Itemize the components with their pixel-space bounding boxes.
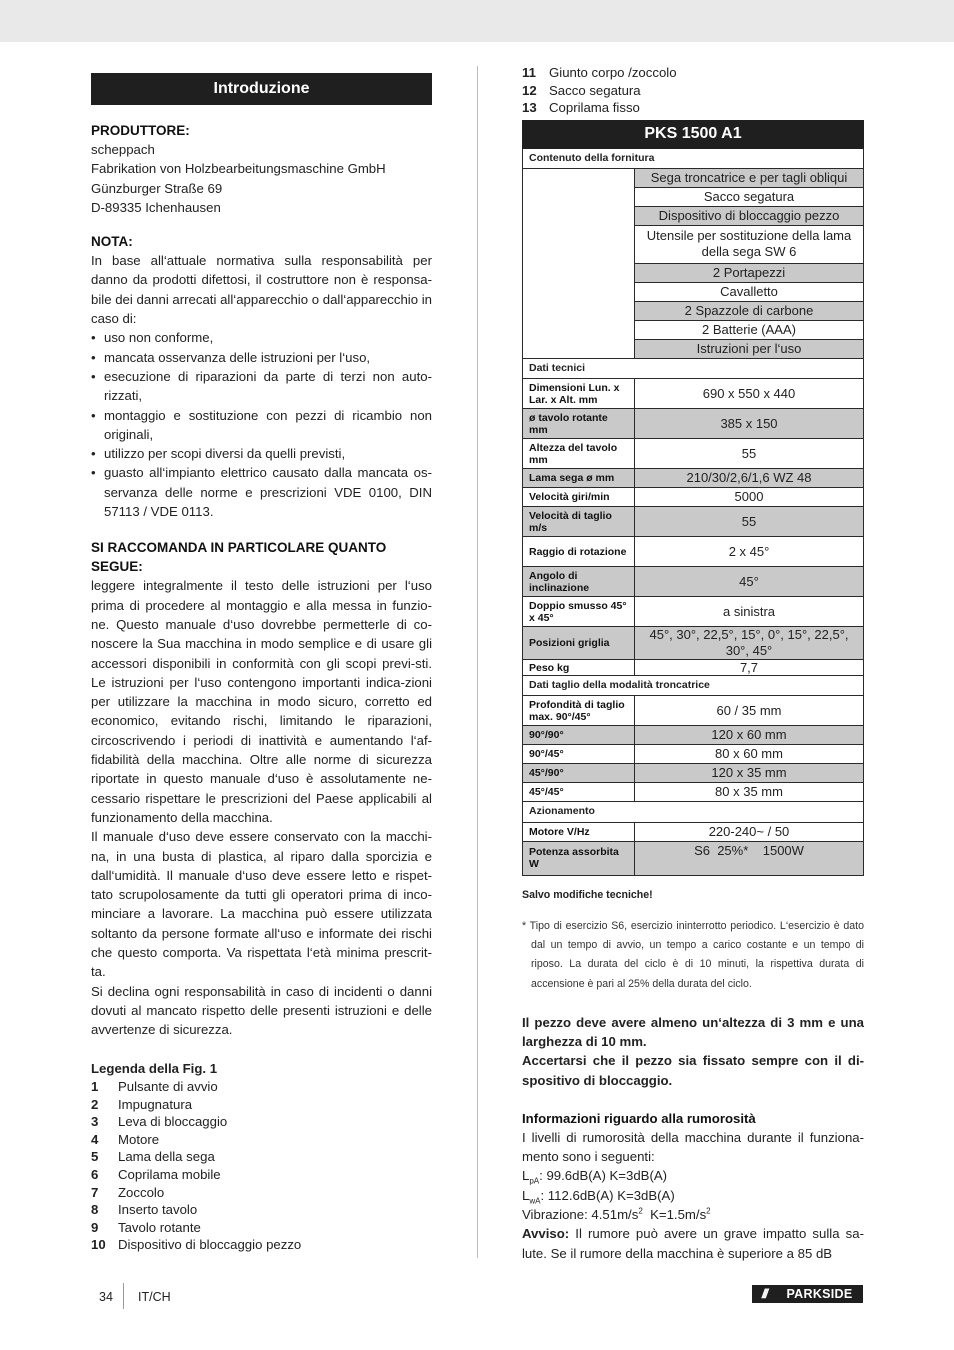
producer-line: D-89335 Ichenhausen [91, 199, 221, 215]
noise-heading: Informazioni riguardo alla rumorosità [522, 1110, 756, 1126]
spec-label: 45°/90° [523, 764, 635, 783]
noise-warning: Avviso: Il rumore può avere un grave impatto sulla sa-lute. Se il rumore della macchina è superiore a 85 dB [522, 1226, 864, 1261]
spec-value: 80 x 35 mm [635, 783, 864, 802]
recommend-paragraph-2: Il manuale d‘uso deve essere conservato con la macchi-na, in una busta di plastica, al riparo dalla sporcizia e dall‘umidità. Il manuale d‘uso deve essere letto e rispet-tato scrupolosamente da tutti gli operatori prima di inco-minciare a lavorare. La macchina può essere utilizzata soltanto da persone formate all‘uso e informate dei rischi che questo comporta. Va rispettata l‘età minima prescrit-ta. [91, 829, 432, 980]
spec-label: Velocità di taglio m/s [523, 507, 635, 537]
producer-line: Fabrikation von Holzbearbeitungsmaschine GmbH [91, 161, 386, 177]
list-item: • utilizzo per scopi diversi da quelli previsti, [91, 444, 432, 463]
spec-value: 120 x 60 mm [635, 726, 864, 745]
left-column [91, 73, 432, 1254]
spec-value: 60 / 35 mm [635, 696, 864, 726]
subject-to-change: Salvo modifiche tecniche! [522, 888, 653, 901]
spec-label: Raggio di rotazione [523, 537, 635, 567]
spec-label: Peso kg [523, 660, 635, 676]
contents-item: Istruzioni per l‘uso [635, 339, 864, 358]
parkside-logo [752, 1285, 863, 1303]
spec-label: 90°/45° [523, 745, 635, 764]
logo-brand: PARKSIDE [786, 1287, 853, 1301]
producer-line: Günzburger Straße 69 [91, 180, 223, 196]
list-item: • montaggio e sostituzione con pezzi di ricambio non originali, [91, 406, 432, 445]
legend-item: 5 Lama della sega [91, 1149, 215, 1165]
note-text: In base all‘attuale normativa sulla responsabilità per danno da prodotti difettosi, il costruttore non è responsa-bile dei danni arrecati all‘apparecchio o dall‘apparecchio in caso di: [91, 253, 432, 327]
legend-item: 7 Zoccolo [91, 1184, 165, 1200]
recommend-paragraph-3: Si declina ogni responsabilità in caso di incidenti o danni dovuti al mancato rispetto delle presenti istruzioni e delle avvertenze di sicurezza. [91, 983, 432, 1038]
workpiece-note-2: Accertarsi che il pezzo sia fissato sempre con il di-spositivo di bloccaggio. [522, 1053, 864, 1088]
spec-value: 2 x 45° [635, 537, 864, 567]
logo-slashes: /// [761, 1287, 767, 1301]
drive-heading: Azionamento [523, 802, 864, 822]
right-column [522, 64, 864, 1263]
legend-item: 2 Impugnatura [91, 1096, 193, 1112]
legend-item: 11 Giunto corpo /zoccolo [522, 65, 677, 80]
spec-value: 55 [635, 439, 864, 469]
spec-label: ø tavolo rotante mm [523, 409, 635, 439]
footnote: * Tipo di esercizio S6, esercizio ininterrotto periodico. L‘esercizio è dato dal un tempo di avvio, un tempo a carico costante e un tempo di riposo. La durata del ciclo è di 10 minuti, la rispettiva durata di accensione è pari al 25% della durata del ciclo. [522, 919, 864, 990]
legend-list-continued [522, 64, 864, 117]
producer-heading: PRODUTTORE: [91, 123, 190, 138]
spec-label: Doppio smusso 45° x 45° [523, 597, 635, 627]
contents-blank-cell [523, 168, 635, 358]
list-item: • uso non conforme, [91, 328, 432, 347]
contents-item: Cavalletto [635, 282, 864, 301]
contents-item: Sacco segatura [635, 187, 864, 206]
spec-value: 45°, 30°, 22,5°, 15°, 0°, 15°, 22,5°, 30°, 45° [635, 627, 864, 660]
page-number: 34 [99, 1290, 113, 1304]
legend-item: 8 Inserto tavolo [91, 1202, 198, 1218]
noise-lpa: $L_{pA}$: 99.6dB(A) K=3dB(A) [522, 1168, 668, 1187]
legend-item: 1 Pulsante di avvio [91, 1079, 218, 1095]
spec-table-title: PKS 1500 A1 [523, 120, 864, 148]
top-gray-bar [0, 0, 954, 42]
list-item: • guasto all‘impianto elettrico causato dalla mancata os-servanza delle norme e prescrizioni VDE 0100, DIN 57113 / VDE 0113. [91, 463, 432, 521]
language-code: IT/CH [138, 1290, 171, 1304]
spec-value: 210/30/2,6/1,6 WZ 48 [635, 469, 864, 488]
legend-item: 3 Leva di bloccaggio [91, 1114, 228, 1130]
spec-table [522, 120, 864, 876]
producer-line: scheppach [91, 142, 155, 157]
vibration-value: Vibrazione: $4.51m/s^2$ $K=1.5m/s^2$ [522, 1206, 711, 1223]
spec-label: Velocità giri/min [523, 488, 635, 507]
spec-label: 90°/90° [523, 726, 635, 745]
section-title: Introduzione [91, 73, 432, 105]
list-item: • esecuzione di riparazioni da parte di terzi non auto-rizzati, [91, 367, 432, 406]
noise-intro: I livelli di rumorosità della macchina durante il funziona-mento sono i seguenti: [522, 1129, 864, 1165]
recommend-heading: SI RACCOMANDA IN PARTICOLARE QUANTO SEGUE: [91, 540, 387, 575]
spec-value: 7,7 [635, 660, 864, 676]
legend-item: 12 Sacco segatura [522, 82, 641, 98]
contents-item: 2 Portapezzi [635, 263, 864, 282]
spec-value: a sinistra [635, 597, 864, 627]
spec-value: 120 x 35 mm [635, 764, 864, 783]
contents-item: Utensile per sostituzione della lama della sega SW 6 [635, 225, 864, 263]
legend-item: 6 Coprilama mobile [91, 1167, 221, 1183]
legend-item: 9 Tavolo rotante [91, 1219, 201, 1235]
legend-list [91, 1078, 432, 1254]
producer-address [91, 140, 432, 217]
list-item: • mancata osservanza delle istruzioni per l‘uso, [91, 348, 432, 367]
contents-item: 2 Spazzole di carbone [635, 301, 864, 320]
tech-heading: Dati tecnici [523, 358, 864, 378]
note-bullet-list [91, 328, 432, 521]
workpiece-note-1: Il pezzo deve avere almeno un‘altezza di 3 mm e una larghezza di 10 mm. [522, 1014, 864, 1049]
spec-value: 385 x 150 [635, 409, 864, 439]
contents-item: Sega troncatrice e per tagli obliqui [635, 168, 864, 187]
spec-label: Motore V/Hz [523, 822, 635, 841]
spec-value: 55 [635, 507, 864, 537]
legend-item: 4 Motore [91, 1131, 160, 1147]
column-divider [477, 66, 478, 1258]
spec-label: Potenza assorbita W [523, 841, 635, 875]
spec-value: S6 25%* 1500W [635, 841, 864, 875]
spec-label: Lama sega ø mm [523, 469, 635, 488]
spec-value: 80 x 60 mm [635, 745, 864, 764]
spec-value: 45° [635, 567, 864, 597]
recommend-paragraph-1: leggere integralmente il testo delle istruzioni per l‘uso prima di procedere al montaggio e alla messa in funzio-ne. Questo manuale d‘uso dovrebbe permetterle di co-noscere la Sua macchina in modo semplice e di usare gli accessori disponibili in conformità con gli scopi previ-sti. Le istruzioni per l‘uso contengono importanti indica-zioni per utilizzare la macchina in modo sicuro, corretto ed economico, evitando rischi, limitando le riparazioni, circoscrivendo i periodi di inattività e aumentando l‘af-fidabilità della macchina. Oltre alle norme di sicurezza riportate in questo manuale d‘uso è assolutamente ne-cessario rispettare le prescrizioni del Paese applicabili al funzionamento della macchina. [91, 578, 432, 825]
spec-label: Posizioni griglia [523, 627, 635, 660]
legend-heading: Legenda della Fig. 1 [91, 1061, 218, 1077]
spec-label: Altezza del tavolo mm [523, 439, 635, 469]
spec-label: Angolo di inclinazione [523, 567, 635, 597]
spec-value: 5000 [635, 488, 864, 507]
cut-heading: Dati taglio della modalità troncatrice [523, 676, 864, 696]
contents-item: Dispositivo di bloccaggio pezzo [635, 206, 864, 225]
spec-label: 45°/45° [523, 783, 635, 802]
note-heading: NOTA: [91, 234, 133, 250]
legend-item: 10 Dispositivo di bloccaggio pezzo [91, 1237, 302, 1253]
spec-value: 220-240~ / 50 [635, 822, 864, 841]
contents-heading: Contenuto della fornitura [523, 148, 864, 168]
spec-label: Dimensioni Lun. x Lar. x Alt. mm [523, 379, 635, 409]
spec-label: Profondità di taglio max. 90°/45° [523, 696, 635, 726]
footer-divider [123, 1283, 124, 1309]
contents-item: 2 Batterie (AAA) [635, 320, 864, 339]
spec-value: 690 x 550 x 440 [635, 379, 864, 409]
legend-item: 13 Coprilama fisso [522, 100, 640, 115]
noise-lwa: $L_{wA}$: 112.6dB(A) K=3dB(A) [522, 1187, 675, 1206]
